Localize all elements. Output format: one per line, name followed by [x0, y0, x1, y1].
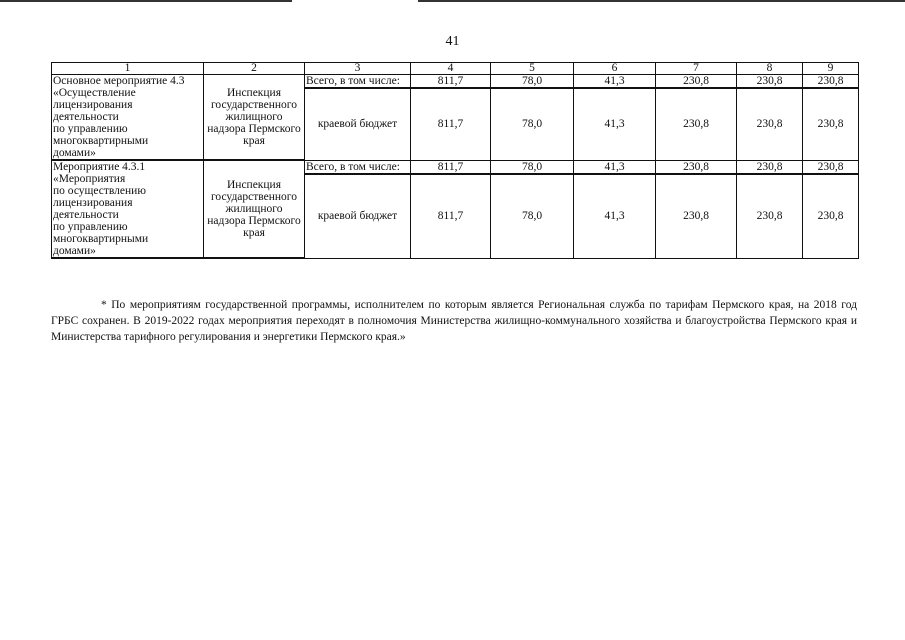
total-value: 230,8: [737, 160, 803, 174]
budget-value: 811,7: [411, 88, 491, 160]
page-number: 41: [445, 34, 460, 49]
budget-value: 811,7: [411, 174, 491, 259]
total-value: 811,7: [411, 160, 491, 174]
column-number: 9: [803, 63, 859, 75]
activity-name-line: «Мероприятия: [53, 173, 126, 185]
total-value: 230,8: [656, 160, 737, 174]
funding-source-total: Всего, в том числе:: [305, 75, 411, 89]
column-number: 7: [656, 63, 737, 75]
column-number: 3: [305, 63, 411, 75]
activity-name-line: лицензирования: [53, 197, 133, 209]
activity-name-line: домами»: [53, 245, 96, 257]
activity-name-line: Основное мероприятие 4.3: [53, 75, 185, 87]
activity-name-cell: [52, 160, 204, 258]
executor-cell: Инспекция государственного жилищного надзора Пермского края: [204, 75, 305, 161]
funding-source-total: Всего, в том числе:: [305, 160, 411, 174]
activity-name-line: «Осуществление: [53, 87, 136, 99]
activity-name-line: Мероприятие 4.3.1: [53, 161, 146, 173]
activity-name-cell: [52, 75, 204, 161]
budget-value: 78,0: [491, 174, 574, 259]
activity-name-line: деятельности: [53, 209, 119, 221]
column-number: 5: [491, 63, 574, 75]
activity-name-line: многоквартирными: [53, 233, 149, 245]
budget-value: 230,8: [656, 88, 737, 160]
executor-cell: Инспекция государственного жилищного надзора Пермского края: [204, 160, 305, 258]
scan-edge-right: [418, 0, 905, 2]
budget-table: [51, 62, 859, 259]
funding-source-budget: краевой бюджет: [305, 174, 411, 259]
column-number: 1: [52, 63, 204, 75]
budget-value: 41,3: [574, 88, 656, 160]
budget-value: 41,3: [574, 174, 656, 259]
total-value: 230,8: [803, 75, 859, 89]
column-number: 4: [411, 63, 491, 75]
activity-name-line: домами»: [53, 147, 96, 159]
budget-value: 78,0: [491, 88, 574, 160]
budget-value: 230,8: [803, 174, 859, 259]
activity-name-line: деятельности: [53, 111, 119, 123]
activity-name-line: по управлению: [53, 123, 128, 135]
footnote: * По мероприятиям государственной программы, исполнителем по которым является Региональная служба по тарифам Пермского края, на 2018 год ГРБС сохранен. В 2019-2022 годах мероприятия переходят в полномочия Министерства жилищно-коммунального хозяйства и благоустройства Пермского края и Министерства тарифного регулирования и энергетики Пермского края.»: [51, 298, 857, 343]
funding-source-budget: краевой бюджет: [305, 88, 411, 160]
budget-value: 230,8: [737, 174, 803, 259]
activity-name-line: по осуществлению: [53, 185, 146, 197]
budget-value: 230,8: [803, 88, 859, 160]
total-value: 78,0: [491, 160, 574, 174]
activity-name-line: по управлению: [53, 221, 128, 233]
total-value: 230,8: [737, 75, 803, 89]
budget-value: 230,8: [656, 174, 737, 259]
total-value: 811,7: [411, 75, 491, 89]
table-row-total: [52, 75, 859, 89]
activity-name-line: лицензирования: [53, 99, 133, 111]
activity-name-line: многоквартирными: [53, 135, 149, 147]
column-number: 8: [737, 63, 803, 75]
total-value: 41,3: [574, 160, 656, 174]
total-value: 230,8: [656, 75, 737, 89]
column-number-row: [52, 63, 859, 75]
table-row-total: [52, 160, 859, 174]
total-value: 230,8: [803, 160, 859, 174]
column-number: 6: [574, 63, 656, 75]
scan-edge-left: [0, 0, 292, 2]
total-value: 78,0: [491, 75, 574, 89]
column-number: 2: [204, 63, 305, 75]
budget-value: 230,8: [737, 88, 803, 160]
total-value: 41,3: [574, 75, 656, 89]
